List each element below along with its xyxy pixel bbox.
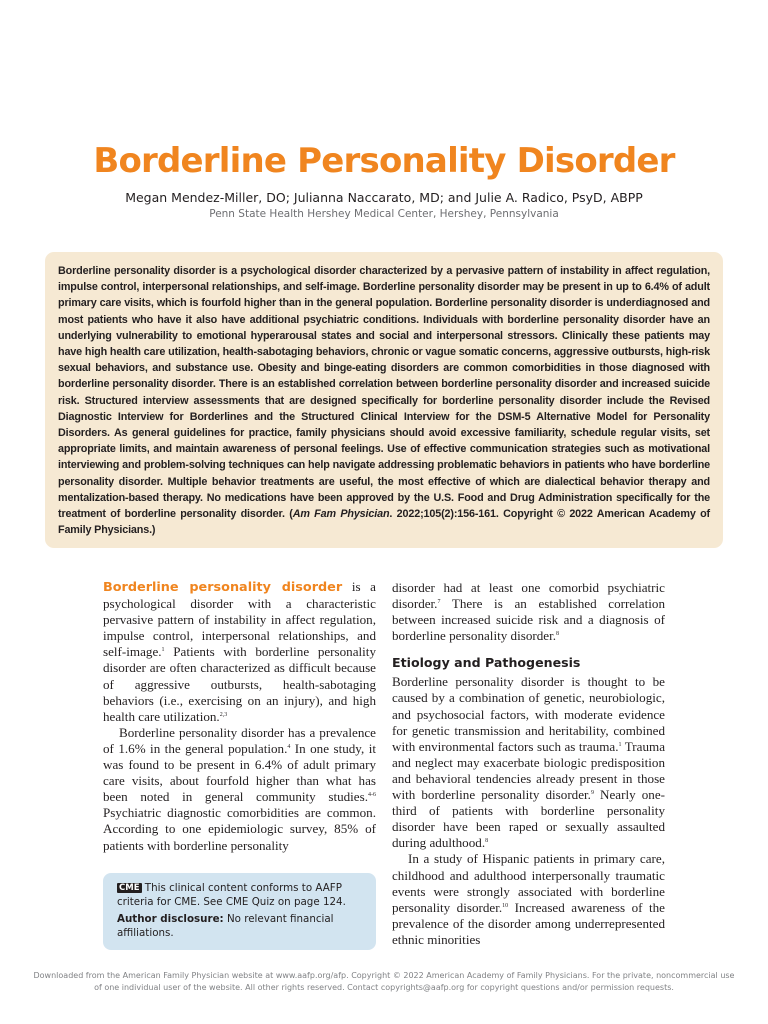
reference-superscript: 10 bbox=[502, 902, 509, 909]
reference-superscript: 1 bbox=[618, 741, 622, 748]
abstract-box bbox=[45, 252, 723, 548]
left-column bbox=[103, 579, 376, 854]
reference-superscript: 8 bbox=[485, 838, 489, 845]
body-text: There is an established correlation between increased suicide risk and a diagnosis of borderline personality disorder. bbox=[392, 596, 665, 644]
body-text: Patients with borderline personality disorder are often characterized as difficult because of aggressive outbursts, health-sabotaging behaviors (i.e., exercising on an injury), and high health care utilization. bbox=[103, 644, 376, 724]
reference-superscript: 4-6 bbox=[368, 792, 376, 799]
cme-text: This clinical content conforms to AAFP criteria for CME. See CME Quiz on page 124. bbox=[117, 882, 346, 909]
body-text: disorder had at least one comorbid psychiatric disorder. bbox=[392, 580, 665, 612]
body-text: Borderline personality disorder has a prevalence of 1.6% in the general population. bbox=[103, 724, 376, 756]
abstract-citation-details: . 2022;105(2):156-161. Copyright © 2022 American Academy of Family Physicians.) bbox=[58, 508, 711, 537]
body-text: In a study of Hispanic patients in primary care, childhood and adulthood interpersonally traumatic events were strongly associated with borderline personality disorder. bbox=[392, 851, 665, 915]
lead-term: Borderline personality disorder bbox=[103, 580, 343, 595]
cme-badge: CME bbox=[119, 883, 140, 893]
author-affiliation: Penn State Health Hershey Medical Center, Hershey, Pennsylvania bbox=[209, 208, 559, 220]
copyright-footer: Downloaded from the American Family Physician website at www.aafp.org/afp. Copyright © 2022 American Academy of Family Physicians. For the private, noncommercial use of one individual user of the website. All other rights reserved. Contact copyrights@aafp.org for copyright questions and/or permission requests. bbox=[33, 971, 735, 992]
reference-superscript: 8 bbox=[556, 631, 559, 638]
body-text: Increased awareness of the prevalence of the disorder among underrepresented ethnic minorities bbox=[392, 899, 665, 947]
body-text: In one study, it was found to be present in 6.4% of adult primary care visits, about fourfold higher than what has been noted in general community studies. bbox=[103, 740, 376, 805]
right-column bbox=[392, 580, 665, 948]
hispanic-study-paragraph bbox=[392, 851, 665, 948]
body-text: Trauma and neglect may exacerbate biologic predisposition and behavioral tendencies already present in those with borderline personality disorder. bbox=[392, 738, 666, 803]
reference-superscript: 4 bbox=[287, 743, 291, 750]
etiology-paragraph bbox=[392, 674, 665, 851]
body-text: Psychiatric diagnostic comorbidities are common. According to one epidemiologic survey, 85% of patients with borderline personality bbox=[103, 805, 376, 853]
disclosure-text: No relevant financial affiliations. bbox=[117, 912, 334, 939]
reference-superscript: 1 bbox=[161, 647, 165, 654]
author-disclosure bbox=[117, 912, 366, 941]
reference-superscript: 9 bbox=[590, 790, 594, 797]
cme-statement bbox=[117, 881, 366, 910]
continued-paragraph bbox=[392, 580, 665, 644]
reference-superscript: 7 bbox=[437, 599, 441, 606]
body-text: is a psychological disorder with a characteristic pervasive pattern of instability in affect regulation, impulse control, interpersonal relationships, and self-image. bbox=[103, 579, 376, 660]
body-text: Nearly one-third of patients with borderline personality disorder have been raped or sexually assaulted during adulthood. bbox=[392, 787, 665, 851]
abstract-body: Borderline personality disorder is a psychological disorder characterized by a pervasive pattern of instability in affect regulation, impulse control, interpersonal relationships, and self-image. Borderline personality disorder may be present in up to 6.4% of adult primary care visits, which is fourfold higher than in the general population. Borderline personality disorder is underdiagnosed and most patients who have it also have additional psychiatric conditions. Individuals with borderline personality disorder have an underlying vulnerability to emotional hyperarousal states and social and interpersonal stressors. Clinically these patients may have high health care utilization, health-sabotaging behaviors, chronic or vague somatic concerns, aggressive outbursts, high-risk sexual behaviors, and substance use. Obesity and binge-eating disorders are common comorbidities in those diagnosed with borderline personality disorder. There is an established correlation between borderline personality disorder and increased suicide risk. Structured interview assessments that are designed specifically for borderline personality disorder include the Revised Diagnostic Interview for Borderlines and the Structured Clinical Interview for the DSM-5 Alternative Model for Personality Disorders. As general guidelines for practice, family physicians should avoid excessive familiarity, schedule regular visits, set appropriate limits, and maintain awareness of personal feelings. Use of effective communication strategies such as motivational interviewing and problem-solving techniques can help navigate addressing problematic behaviors in patients who have borderline personality disorder. Multiple behavior treatments are useful, the most effective of which are dialectical behavior therapy and mentalization-based therapy. No medications have been approved by the U.S. Food and Drug Administration specifically for the treatment of borderline personality disorder. ( bbox=[58, 265, 710, 521]
prevalence-paragraph bbox=[103, 725, 376, 854]
disclosure-label: Author disclosure: bbox=[117, 912, 224, 925]
intro-paragraph bbox=[103, 579, 376, 725]
body-text: Borderline personality disorder is thought to be caused by a combination of genetic, neurobiologic, and psychosocial factors, with moderate evidence for genetic transmission and heritability, combined with environmental factors such as trauma. bbox=[392, 674, 665, 754]
section-heading: Etiology and Pathogenesis bbox=[392, 655, 581, 671]
cme-info-box bbox=[103, 873, 376, 950]
abstract-citation-journal: Am Fam Physician bbox=[292, 508, 390, 521]
reference-superscript: 2,3 bbox=[219, 711, 228, 718]
author-list: Megan Mendez-Miller, DO; Julianna Naccarato, MD; and Julie A. Radico, PsyD, ABPP bbox=[125, 190, 643, 205]
article-title: Borderline Personality Disorder bbox=[93, 141, 675, 181]
